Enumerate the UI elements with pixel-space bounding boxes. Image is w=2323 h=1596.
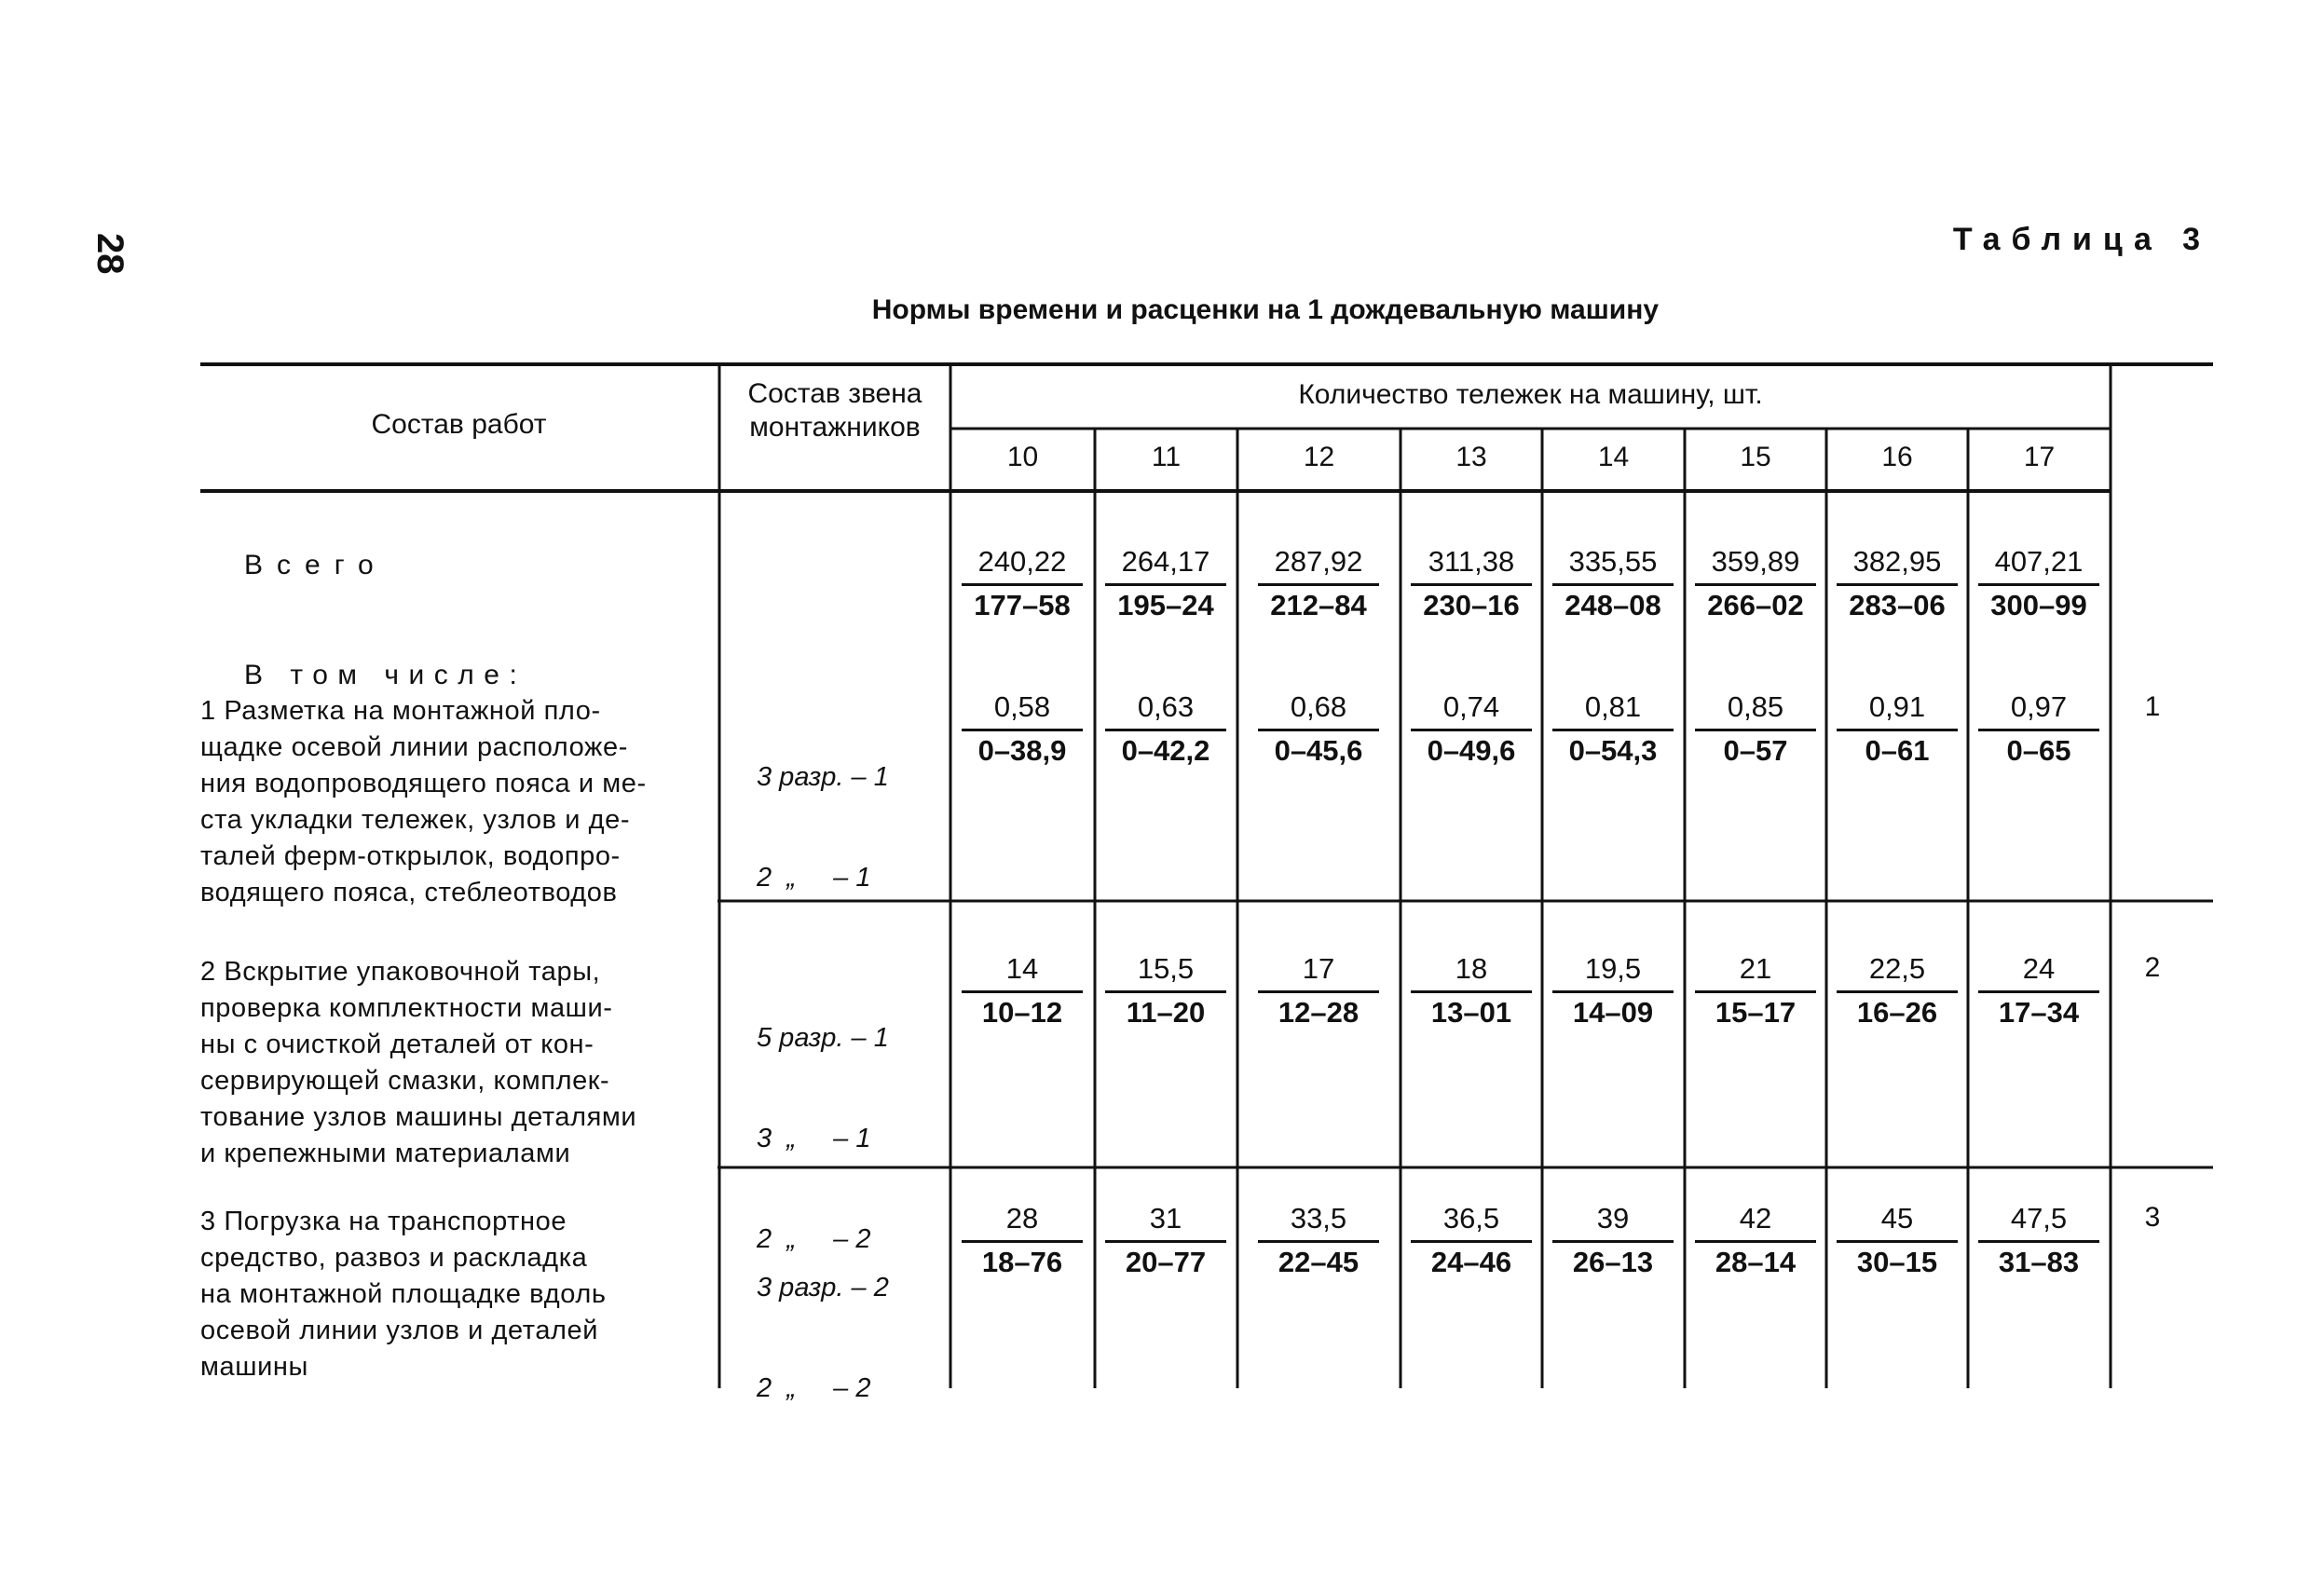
row-2-value-11: $\frac{15,5}{11-20}$ <box>1105 951 1226 1030</box>
row-3-work-line: машины <box>200 1352 308 1382</box>
row-2-crew-line: 2 „ – 2 <box>757 1224 871 1254</box>
row-2-value-13: $\frac{18}{13-01}$ <box>1411 951 1532 1030</box>
row-1-crew-line: 3 разр. – 1 <box>757 762 889 792</box>
row-2-crew-line: 3 „ – 1 <box>757 1124 871 1153</box>
row-1-value-15: $\frac{0,85}{0-57}$ <box>1695 689 1816 769</box>
row-1-crew <box>757 693 889 928</box>
row-3-value-16: $\frac{45}{30-15}$ <box>1837 1201 1958 1280</box>
count-11: 11 <box>1151 442 1182 472</box>
row-3-crew-line: 2 „ – 2 <box>757 1373 871 1403</box>
total-value-11: $\frac{264,17}{195-24}$ <box>1105 544 1226 623</box>
row-3-work-line: средство, развоз и раскладка <box>200 1243 588 1273</box>
row-1-index: 1 <box>2144 691 2161 722</box>
count-10: 10 <box>1006 442 1039 472</box>
subtotal-label: В том числе: <box>244 660 527 690</box>
row-2-value-15: $\frac{21}{15-17}$ <box>1695 951 1816 1030</box>
row-1-work-line: 1 Разметка на монтажной пло- <box>200 696 601 726</box>
row-1-value-12: $\frac{0,68}{0-45,6}$ <box>1258 689 1379 769</box>
row-2-work <box>200 954 759 1172</box>
header-work: Состав работ <box>371 409 547 440</box>
row-1-value-13: $\frac{0,74}{0-49,6}$ <box>1411 689 1532 769</box>
row-1-value-16: $\frac{0,91}{0-61}$ <box>1837 689 1958 769</box>
page-number: 28 <box>89 233 130 275</box>
total-value-10: $\frac{240,22}{177-58}$ <box>962 544 1083 623</box>
total-value-13: $\frac{311,38}{230-16}$ <box>1411 544 1532 623</box>
row-3-work-line: на монтажной площадке вдоль <box>200 1279 607 1309</box>
row-3-crew-line: 3 разр. – 2 <box>757 1273 889 1303</box>
count-15: 15 <box>1740 442 1771 472</box>
row-2-work-line: сервирующей смазки, комплек- <box>200 1066 610 1096</box>
row-1-value-10: $\frac{0,58}{0-38,9}$ <box>962 689 1083 769</box>
row-1-crew-line: 2 „ – 1 <box>757 863 871 893</box>
total-value-16: $\frac{382,95}{283-06}$ <box>1837 544 1958 623</box>
row-1-value-14: $\frac{0,81}{0-54,3}$ <box>1552 689 1674 769</box>
total-value-17: $\frac{407,21}{300-99}$ <box>1978 544 2099 623</box>
table-label: Таблица 3 <box>1952 222 2211 257</box>
count-16: 16 <box>1881 442 1913 472</box>
row-1-work <box>200 693 759 911</box>
row-2-work-line: и крепежными материалами <box>200 1139 571 1168</box>
row-2-work-line: 2 Вскрытие упаковочной тары, <box>200 957 601 987</box>
total-value-14: $\frac{335,55}{248-08}$ <box>1552 544 1674 623</box>
row-1-work-line: талей ферм-открылок, водопро- <box>200 841 621 871</box>
total-value-12: $\frac{287,92}{212-84}$ <box>1258 544 1379 623</box>
row-2-value-16: $\frac{22,5}{16-26}$ <box>1837 951 1958 1030</box>
row-3-value-13: $\frac{36,5}{24-46}$ <box>1411 1201 1532 1280</box>
row-3-index: 3 <box>2144 1202 2161 1233</box>
row-3-value-11: $\frac{31}{20-77}$ <box>1105 1201 1226 1280</box>
row-1-value-11: $\frac{0,63}{0-42,2}$ <box>1105 689 1226 769</box>
row-3-work-line: 3 Погрузка на транспортное <box>200 1207 567 1236</box>
row-2-index: 2 <box>2144 952 2161 983</box>
total-label: Всего <box>244 550 388 580</box>
row-2-work-line: тование узлов машины деталями <box>200 1102 637 1132</box>
row-1-work-line: водящего пояса, стеблеотводов <box>200 878 618 907</box>
row-1-work-line: щадке осевой линии расположе- <box>200 732 628 762</box>
row-3-value-15: $\frac{42}{28-14}$ <box>1695 1201 1816 1280</box>
row-3-value-12: $\frac{33,5}{22-45}$ <box>1258 1201 1379 1280</box>
row-3-work-line: осевой линии узлов и деталей <box>200 1316 599 1345</box>
header-crew: Состав звена монтажников <box>747 378 922 443</box>
row-3-value-10: $\frac{28}{18-76}$ <box>962 1201 1083 1280</box>
row-3-crew <box>757 1204 889 1439</box>
count-12: 12 <box>1303 442 1335 472</box>
count-13: 13 <box>1455 442 1487 472</box>
table-title: Нормы времени и расценки на 1 дождевальную машину <box>871 294 1659 325</box>
row-3-value-17: $\frac{47,5}{31-83}$ <box>1978 1201 2099 1280</box>
header-count-group: Количество тележек на машину, шт. <box>1298 379 1763 410</box>
row-2-value-10: $\frac{14}{10-12}$ <box>962 951 1083 1030</box>
row-3-value-14: $\frac{39}{26-13}$ <box>1552 1201 1674 1280</box>
row-2-value-17: $\frac{24}{17-34}$ <box>1978 951 2099 1030</box>
row-2-crew-line: 5 разр. – 1 <box>757 1023 889 1053</box>
row-1-value-17: $\frac{0,97}{0-65}$ <box>1978 689 2099 769</box>
row-2-work-line: проверка комплектности маши- <box>200 993 613 1023</box>
count-14: 14 <box>1597 442 1630 472</box>
count-17: 17 <box>2023 442 2056 472</box>
row-1-work-line: ста укладки тележек, узлов и де- <box>200 805 631 835</box>
row-2-value-12: $\frac{17}{12-28}$ <box>1258 951 1379 1030</box>
row-2-work-line: ны с очисткой деталей от кон- <box>200 1030 594 1059</box>
total-value-15: $\frac{359,89}{266-02}$ <box>1695 544 1816 623</box>
row-3-work <box>200 1204 759 1385</box>
row-2-value-14: $\frac{19,5}{14-09}$ <box>1552 951 1674 1030</box>
row-1-work-line: ния водопроводящего пояса и ме- <box>200 769 647 798</box>
